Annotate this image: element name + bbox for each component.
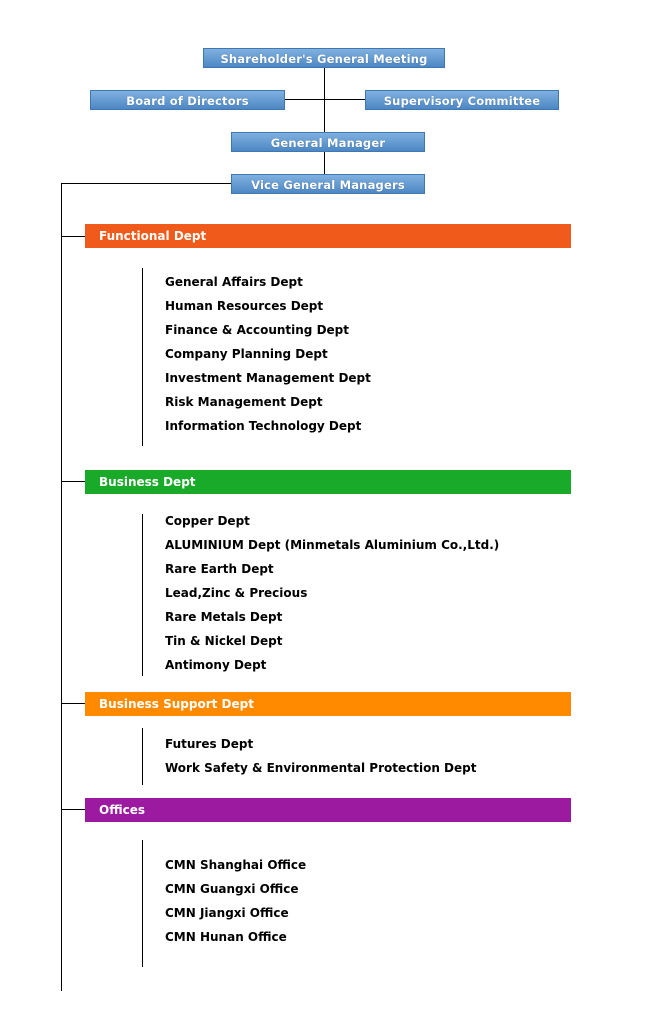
list-item: General Affairs Dept bbox=[165, 275, 303, 289]
list-item: Lead,Zinc & Precious bbox=[165, 586, 308, 600]
business-dept-header: Business Dept bbox=[85, 470, 571, 494]
connector-board bbox=[284, 99, 324, 100]
support-dept-list bbox=[165, 732, 476, 780]
connector-support bbox=[61, 703, 85, 704]
functional-bracket bbox=[142, 268, 143, 446]
offices-list bbox=[165, 853, 306, 949]
list-item: CMN Guangxi Office bbox=[165, 882, 299, 896]
list-item: Company Planning Dept bbox=[165, 347, 328, 361]
business-bracket bbox=[142, 514, 143, 676]
offices-header: Offices bbox=[85, 798, 571, 822]
list-item: Investment Management Dept bbox=[165, 371, 371, 385]
functional-dept-list bbox=[165, 270, 371, 438]
connector-functional bbox=[61, 236, 85, 237]
connector-vice-left bbox=[61, 183, 232, 184]
list-item: Rare Metals Dept bbox=[165, 610, 283, 624]
connector-supervisory bbox=[325, 99, 365, 100]
list-item: Risk Management Dept bbox=[165, 395, 323, 409]
list-item: Finance & Accounting Dept bbox=[165, 323, 349, 337]
list-item: Antimony Dept bbox=[165, 658, 267, 672]
connector-business bbox=[61, 481, 85, 482]
list-item: CMN Hunan Office bbox=[165, 930, 287, 944]
connector-center-vertical bbox=[324, 68, 325, 184]
vice-general-managers-box: Vice General Managers bbox=[231, 174, 425, 194]
list-item: Tin & Nickel Dept bbox=[165, 634, 283, 648]
connector-offices bbox=[61, 809, 85, 810]
list-item: CMN Shanghai Office bbox=[165, 858, 307, 872]
shareholders-meeting-box: Shareholder's General Meeting bbox=[203, 48, 445, 68]
list-item: Copper Dept bbox=[165, 514, 250, 528]
functional-dept-header: Functional Dept bbox=[85, 224, 571, 248]
list-item: Work Safety & Environmental Protection Dept bbox=[165, 761, 477, 775]
business-dept-list bbox=[165, 509, 499, 677]
list-item: Futures Dept bbox=[165, 737, 254, 751]
list-item: Rare Earth Dept bbox=[165, 562, 274, 576]
board-of-directors-box: Board of Directors bbox=[90, 90, 285, 110]
general-manager-box: General Manager bbox=[231, 132, 425, 152]
support-bracket bbox=[142, 728, 143, 785]
supervisory-committee-box: Supervisory Committee bbox=[365, 90, 559, 110]
list-item: ALUMINIUM Dept (Minmetals Aluminium Co.,Ltd.) bbox=[165, 538, 500, 552]
list-item: Information Technology Dept bbox=[165, 419, 362, 433]
list-item: Human Resources Dept bbox=[165, 299, 324, 313]
list-item: CMN Jiangxi Office bbox=[165, 906, 289, 920]
offices-bracket bbox=[142, 840, 143, 967]
connector-spine bbox=[61, 183, 62, 991]
business-support-dept-header: Business Support Dept bbox=[85, 692, 571, 716]
